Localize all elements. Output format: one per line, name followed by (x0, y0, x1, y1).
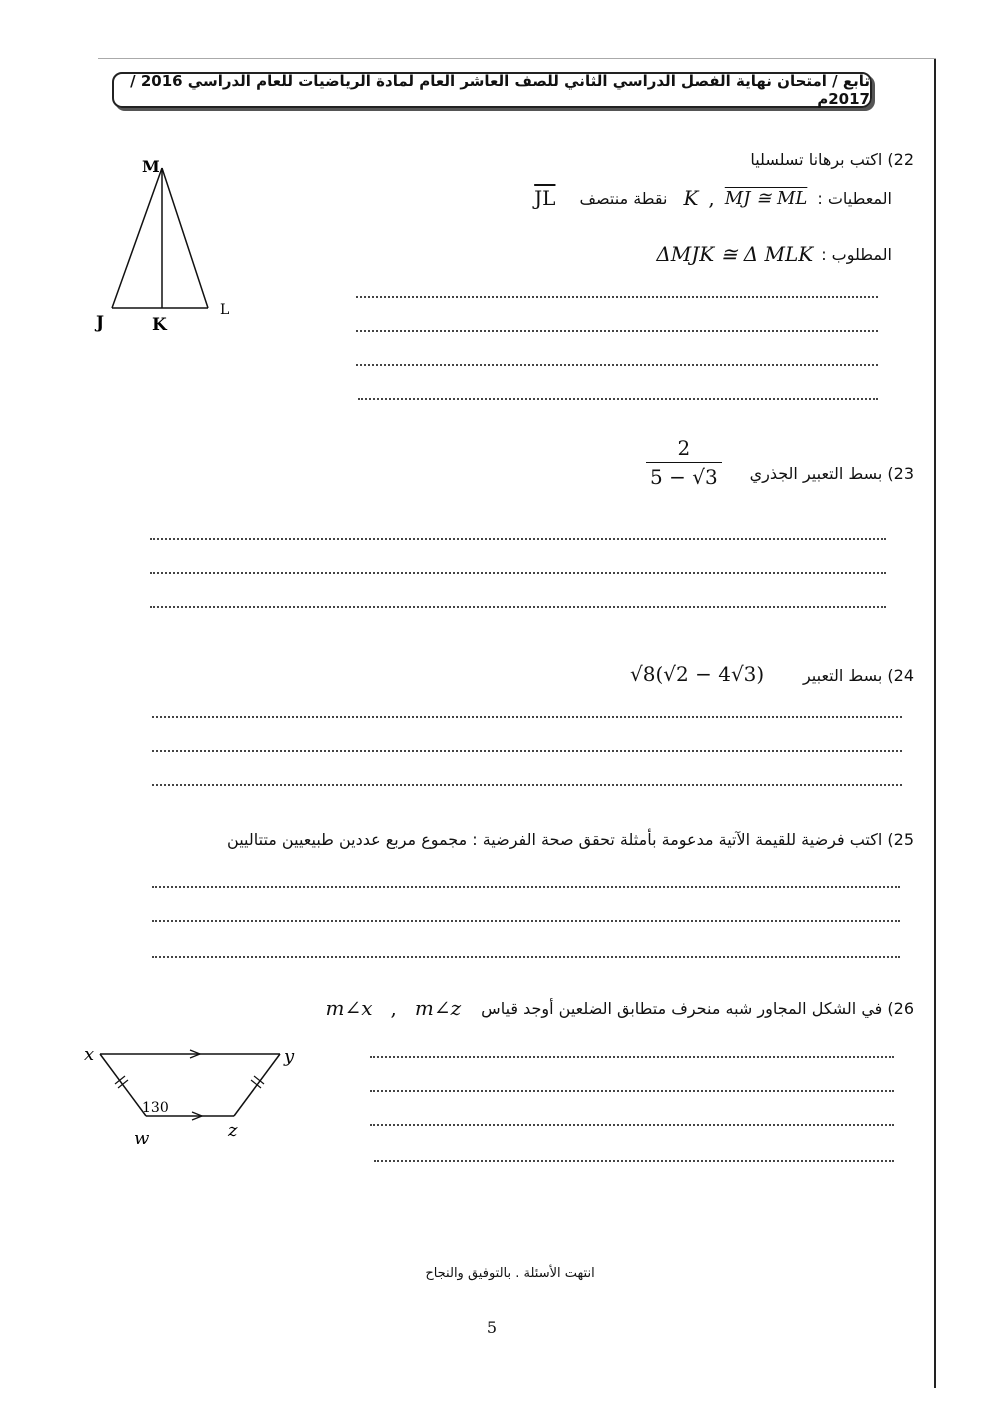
vertex-label-j: J (96, 313, 105, 333)
q26-question (326, 996, 914, 1020)
q22-label: 22) اكتب برهانا تسلسليا (750, 150, 914, 169)
vertex-label-w: w (134, 1128, 150, 1149)
q22-givens-point: K (683, 186, 699, 210)
closing-message: انتهت الأسئلة . بالتوفيق والنجاح (425, 1266, 595, 1281)
q22-answer-line (356, 330, 878, 332)
q26-answer-line (370, 1124, 894, 1126)
q22-givens-label: المعطيات : (817, 188, 892, 208)
q22-answer-line (356, 364, 878, 366)
q22-answer-line (358, 398, 878, 400)
q26-expr-z: m∠z (414, 996, 462, 1020)
q23-denominator: 5 − √3 (646, 462, 722, 489)
vertex-label-m: M (142, 157, 160, 176)
vertex-label-l: L (220, 302, 230, 318)
q24-answer-line (152, 750, 902, 752)
vertex-label-x: x (84, 1044, 95, 1065)
q22-givens-congruence: MJ ≅ ML (724, 187, 808, 209)
q22-required-expr: ΔMJK ≅ Δ MLK (656, 242, 814, 266)
q22-givens-midpoint-text: نقطة منتصف (579, 188, 668, 208)
q23-label: 23) بسط التعبير الجذري (749, 464, 914, 483)
q26-answer-line (370, 1090, 894, 1092)
trapezoid-leg-xw (100, 1054, 146, 1116)
q23-numerator: 2 (677, 436, 691, 460)
page-frame-top (98, 58, 936, 59)
q22-required (656, 242, 892, 266)
q22-required-label: المطلوب : (821, 244, 892, 264)
q25-answer-line (152, 920, 900, 922)
q24-label: 24) بسط التعبير (802, 666, 914, 685)
page-frame-right (934, 58, 936, 1388)
q26-answer-line (370, 1056, 894, 1058)
triangle-side-mj (112, 168, 162, 308)
page-number: 5 (486, 1318, 498, 1337)
q26-expr-x: m∠x (325, 996, 373, 1020)
q22-triangle-figure (90, 150, 250, 340)
q26-answer-line (374, 1160, 894, 1162)
angle-w-value: 130 (142, 1100, 169, 1116)
q22-answer-line (356, 296, 878, 298)
q24-answer-line (152, 716, 902, 718)
q23-answer-line (150, 572, 886, 574)
q23-fraction (646, 436, 722, 489)
q25-answer-line (152, 886, 900, 888)
q22-givens (534, 186, 892, 210)
q22-givens-segment: JL (534, 186, 556, 210)
q23-answer-line (150, 606, 886, 608)
vertex-label-y: y (284, 1046, 295, 1067)
vertex-label-k: K (152, 315, 167, 335)
exam-header-title: تابع / امتحان نهاية الفصل الدراسي الثاني للصف العاشر العام لمادة الرياضيات للعام الدراسي 2016 / 2017م (130, 72, 870, 108)
q25-answer-line (152, 956, 900, 958)
q25-label: 25) اكتب فرضية للقيمة الآتية مدعومة بأمثلة تحقق صحة الفرضية : مجموع مربع عددين طبيعيين متتاليين (227, 830, 914, 849)
q26-comma: , (390, 996, 397, 1020)
exam-header (112, 72, 872, 108)
q23-answer-line (150, 538, 886, 540)
q24-answer-line (152, 784, 902, 786)
q24-expression: √8(√2 − 4√3) (630, 662, 765, 686)
vertex-label-z: z (228, 1120, 238, 1141)
q26-label: 26) في الشكل المجاور شبه منحرف متطابق الضلعين أوجد قياس (481, 998, 914, 1018)
q26-trapezoid-figure (80, 1040, 320, 1150)
q22-givens-comma: , (708, 186, 715, 210)
triangle-side-ml (162, 168, 208, 308)
